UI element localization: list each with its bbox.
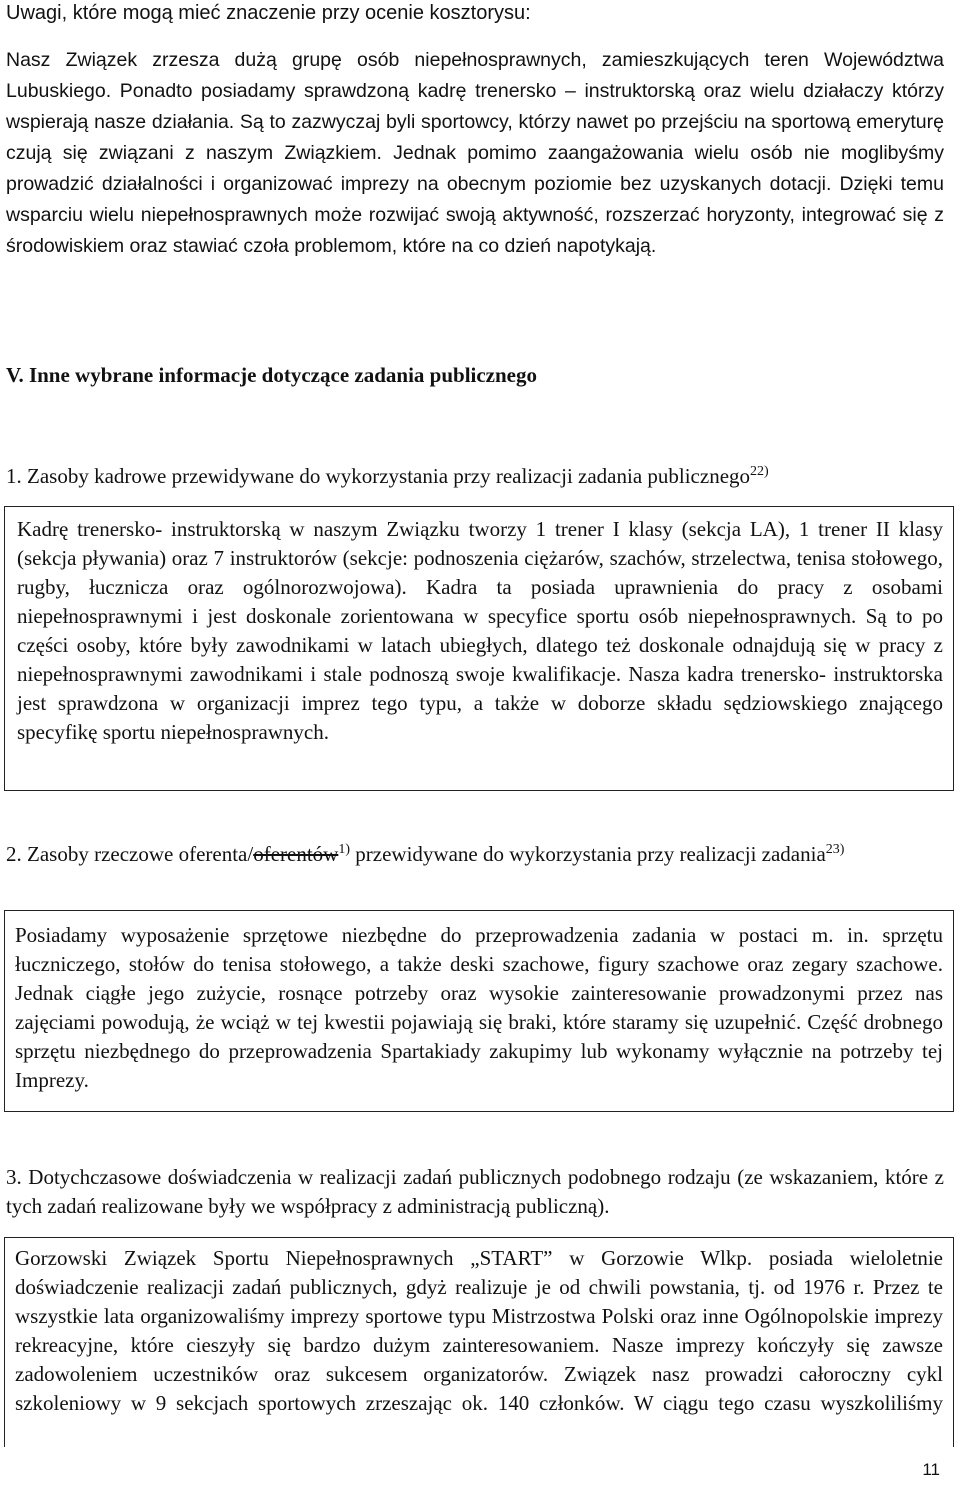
q2-label-struck: oferentów xyxy=(253,842,339,866)
q2-footnote-1: 1) xyxy=(338,842,351,857)
remarks-title: Uwagi, które mogą mieć znaczenie przy ocenie kosztorysu: xyxy=(6,2,531,24)
q1-footnote: 22) xyxy=(750,464,769,479)
q2-label xyxy=(6,840,944,869)
section-heading: V. Inne wybrane informacje dotyczące zadania publicznego xyxy=(6,363,537,387)
q1-label-text: 1. Zasoby kadrowe przewidywane do wykorzystania przy realizacji zadania publicznego xyxy=(6,464,751,488)
q2-footnote-2: 23) xyxy=(825,842,845,857)
q1-answer: Kadrę trenersko- instruktorską w naszym Związku tworzy 1 trener I klasy (sekcja LA), 1 trener II klasy (sekcja pływania) oraz 7 instruktorów (sekcje: podnoszenia ciężarów, szachów, strzelectwa, tenisa stołowego, rugby, łucznicza oraz ogólnorozwojowa). Kadra ta posiada uprawnienia do pracy z osobami niepełnosprawnymi i jest doskonale zorientowana w specyfice sportu osób niepełnosprawnych. Są to po części osoby, które były zawodnikami w latach ubiegłych, dlatego też doskonale odnajdują się w pracy z niepełnosprawnymi zawodnikami i stale podnoszą swoje kwalifikacje. Nasza kadra trenersko- instruktorska jest sprawdzona w organizacji imprez tego typu, a także w doborze składu sędziowskiego znającego specyfikę sportu niepełnosprawnych. xyxy=(17,517,943,744)
q1-answer-box xyxy=(4,506,954,791)
page-number: 11 xyxy=(922,1460,940,1479)
q2-answer: Posiadamy wyposażenie sprzętowe niezbędne do przeprowadzenia zadania w postaci m. in. sprzętu łuczniczego, stołów do tenisa stołowego, a także deski szachowe, figury szachowe oraz zegary szachowe. Jednak ciągłe jego zużycie, rosnące potrzeby oraz wysokie zainteresowanie prowadzonymi przez nas zajęciami powodują, że wciąż w tej kwestii pojawiają się braki, które staramy się uzupełnić. Część drobnego sprzętu niezbędnego do przeprowadzenia Spartakiady zakupimy lub wykonamy wyłącznie na potrzeby tej Imprezy. xyxy=(15,923,943,1092)
q3-label: 3. Dotychczasowe doświadczenia w realizacji zadań publicznych podobnego rodzaju (ze wskazaniem, które z tych zadań realizowane były we współpracy z administracją publiczną). xyxy=(6,1165,944,1218)
q3-answer-box xyxy=(4,1237,954,1447)
q2-label-suffix: przewidywane do wykorzystania przy realizacji zadania xyxy=(350,842,826,866)
q2-label-prefix: 2. Zasoby rzeczowe oferenta/ xyxy=(6,842,254,866)
q2-answer-box xyxy=(4,910,954,1112)
q1-label xyxy=(6,462,946,491)
q3-answer: Gorzowski Związek Sportu Niepełnosprawnych „START” w Gorzowie Wlkp. posiada wieloletnie doświadczenie realizacji zadań publicznych, gdyż realizuje je od chwili powstania, tj. od 1976 r. Przez te wszystkie lata organizowaliśmy imprezy sportowe typu Mistrzostwa Polski oraz inne Ogólnopolskie imprezy rekreacyjne, które cieszyły się bardzo dużym zainteresowaniem. Nasze imprezy kończyły się zawsze zadowoleniem uczestników oraz sukcesem organizatorów. Związek nasz prowadzi całoroczny cykl szkoleniowy w 9 sekcjach sportowych zrzeszając ok. 140 członków. W ciągu tego czasu wyszkoliliśmy xyxy=(15,1246,943,1415)
remarks-paragraph: Nasz Związek zrzesza dużą grupę osób niepełnosprawnych, zamieszkujących teren Województwa Lubuskiego. Ponadto posiadamy sprawdzoną kadrę trenersko – instruktorską oraz wielu działaczy którzy wspierają nasze działania. Są to zazwyczaj byli sportowcy, którzy nawet po przejściu na sportową emeryturę czują się związani z naszym Związkiem. Jednak pomimo zaangażowania wielu osób nie moglibyśmy prowadzić działalności i organizować imprezy na obecnym poziomie bez uzyskanych dotacji. Dzięki temu wsparciu wielu niepełnosprawnych może rozwijać swoją aktywność, rozszerzać horyzonty, integrować się z środowiskiem oraz stawiać czoła problemom, które na co dzień napotykają. xyxy=(6,49,944,257)
